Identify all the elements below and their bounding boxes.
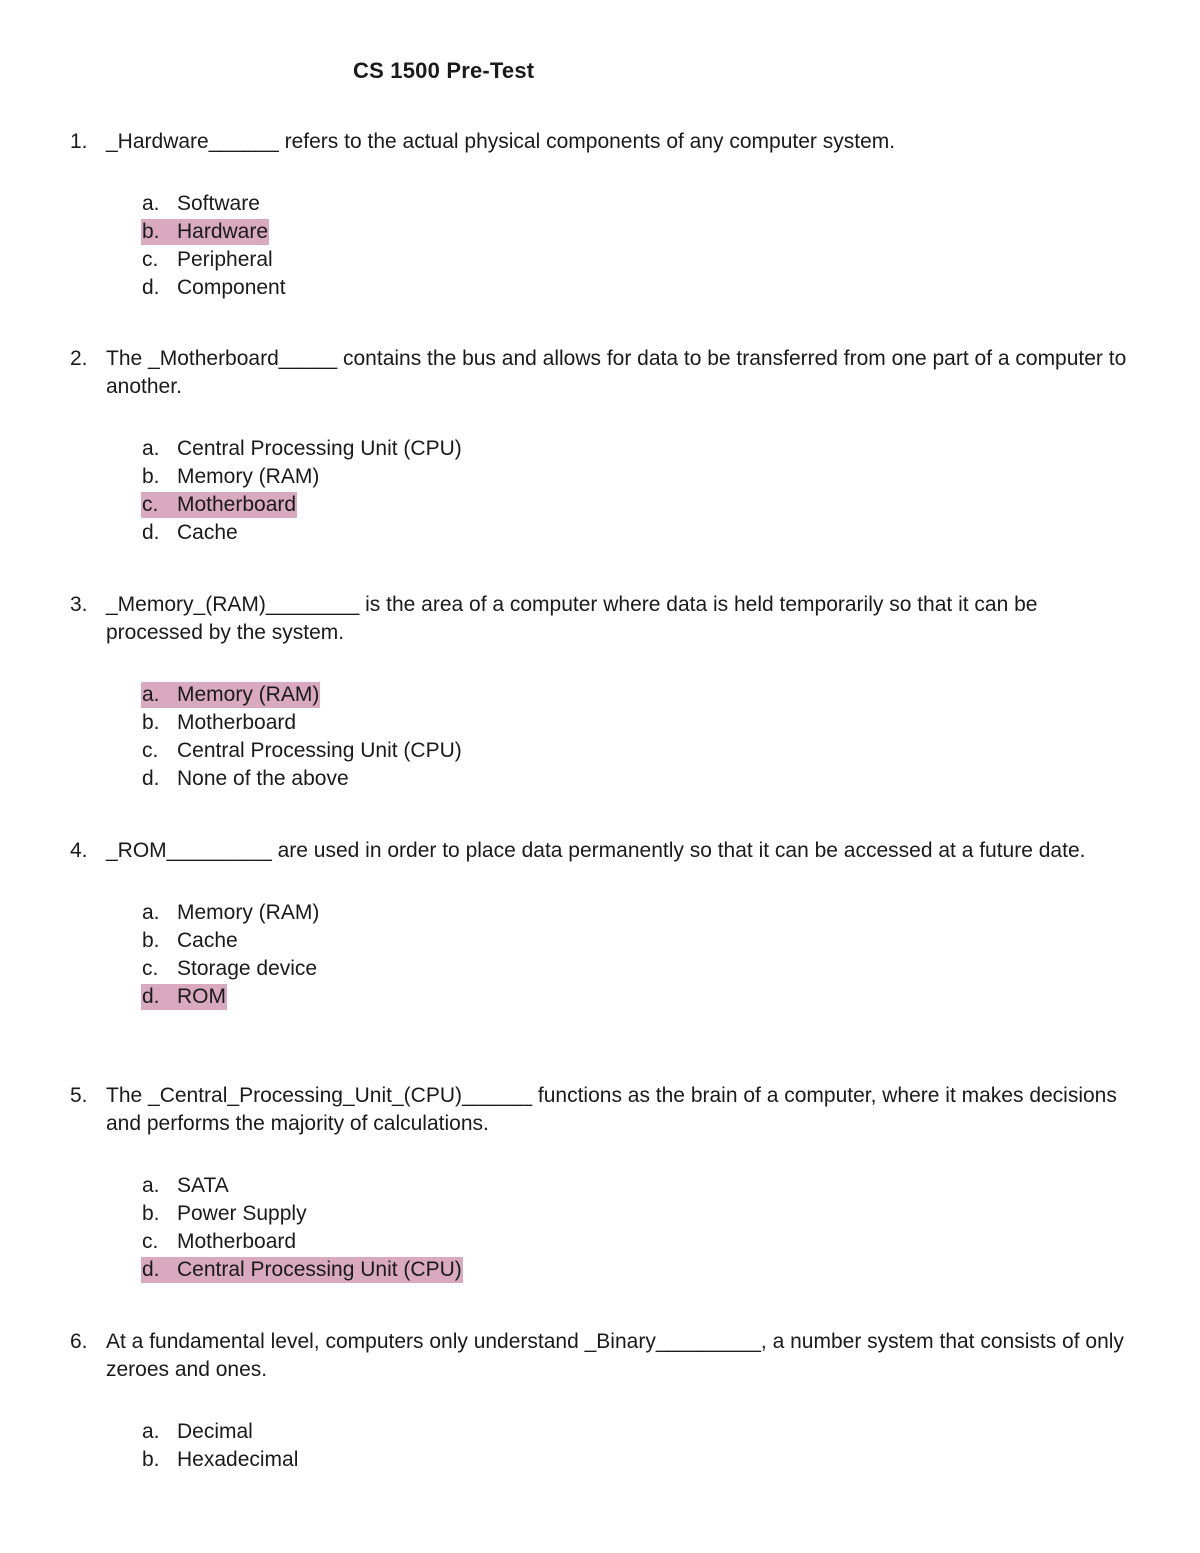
answer-option[interactable] <box>141 765 1130 793</box>
option-text: Peripheral <box>177 248 273 271</box>
option-letter: a. <box>142 1420 160 1443</box>
option-highlight <box>141 956 318 982</box>
answer-option[interactable] <box>141 246 1130 274</box>
option-letter: b. <box>142 1448 160 1471</box>
option-text: SATA <box>177 1174 229 1197</box>
question-3 <box>70 591 1130 793</box>
question-number: 2. <box>70 347 88 370</box>
question-text: _ROM_________ are used in order to place data permanently so that it can be accessed at a future date. <box>106 839 1086 862</box>
page-title: CS 1500 Pre-Test <box>353 58 535 83</box>
option-highlight <box>141 682 320 708</box>
option-text: Motherboard <box>177 1230 297 1253</box>
answer-option[interactable] <box>141 274 1130 302</box>
question-text: _Memory_(RAM)________ is the area of a computer where data is held temporarily so that it can be processed by the system. <box>106 593 1038 644</box>
question-stem <box>70 1328 1130 1384</box>
option-text: Power Supply <box>177 1202 307 1225</box>
option-text: Cache <box>177 521 238 544</box>
option-highlight <box>141 1447 299 1473</box>
question-number: 5. <box>70 1084 88 1107</box>
question-number: 3. <box>70 593 88 616</box>
option-text: Component <box>177 276 286 299</box>
option-text: Motherboard <box>177 711 297 734</box>
option-letter: d. <box>142 767 160 790</box>
answer-options <box>141 681 1130 793</box>
answer-option[interactable] <box>141 955 1130 983</box>
question-4 <box>70 837 1130 1011</box>
option-highlight <box>141 191 261 217</box>
question-1 <box>70 128 1130 302</box>
option-letter: b. <box>142 929 160 952</box>
answer-options <box>141 899 1130 1011</box>
option-highlight <box>141 219 269 245</box>
option-highlight <box>141 1257 463 1283</box>
answer-option[interactable] <box>141 190 1130 218</box>
answer-option[interactable] <box>141 1200 1130 1228</box>
option-highlight <box>141 766 350 792</box>
option-highlight <box>141 275 287 301</box>
option-letter: c. <box>142 739 159 762</box>
option-letter: a. <box>142 192 160 215</box>
question-text: The _Central_Processing_Unit_(CPU)______ functions as the brain of a computer, where it makes decisions and performs the majority of calculations. <box>106 1084 1117 1135</box>
question-2 <box>70 345 1130 547</box>
option-highlight <box>141 738 463 764</box>
option-text: ROM <box>177 985 226 1008</box>
option-letter: a. <box>142 901 160 924</box>
question-stem <box>70 128 1130 156</box>
answer-option-selected[interactable] <box>141 218 1130 246</box>
answer-option-selected[interactable] <box>141 681 1130 709</box>
option-letter: a. <box>142 683 160 706</box>
answer-option[interactable] <box>141 1446 1130 1474</box>
answer-option[interactable] <box>141 1172 1130 1200</box>
question-number: 1. <box>70 130 88 153</box>
option-text: Decimal <box>177 1420 253 1443</box>
option-highlight <box>141 1419 254 1445</box>
answer-option-selected[interactable] <box>141 491 1130 519</box>
option-letter: d. <box>142 276 160 299</box>
option-text: None of the above <box>177 767 349 790</box>
option-text: Memory (RAM) <box>177 465 320 488</box>
question-stem <box>70 1082 1130 1138</box>
option-highlight <box>141 928 239 954</box>
option-text: Memory (RAM) <box>177 901 320 924</box>
answer-option-selected[interactable] <box>141 983 1130 1011</box>
option-letter: a. <box>142 437 160 460</box>
question-text: At a fundamental level, computers only understand _Binary_________, a number system that consists of only zeroes and ones. <box>106 1330 1124 1381</box>
option-text: Software <box>177 192 260 215</box>
question-number: 4. <box>70 839 88 862</box>
answer-option[interactable] <box>141 435 1130 463</box>
option-letter: b. <box>142 1202 160 1225</box>
option-text: Hexadecimal <box>177 1448 299 1471</box>
question-stem <box>70 345 1130 401</box>
option-text: Central Processing Unit (CPU) <box>177 739 462 762</box>
option-highlight <box>141 464 320 490</box>
option-letter: c. <box>142 248 159 271</box>
option-text: Central Processing Unit (CPU) <box>177 1258 462 1281</box>
answer-option[interactable] <box>141 899 1130 927</box>
answer-option[interactable] <box>141 1418 1130 1446</box>
answer-option[interactable] <box>141 737 1130 765</box>
option-text: Hardware <box>177 220 269 243</box>
option-letter: b. <box>142 465 160 488</box>
option-letter: b. <box>142 711 160 734</box>
option-highlight <box>141 984 227 1010</box>
question-stem <box>70 591 1130 647</box>
answer-options <box>141 190 1130 302</box>
answer-option[interactable] <box>141 1228 1130 1256</box>
answer-option-selected[interactable] <box>141 1256 1130 1284</box>
option-highlight <box>141 1201 308 1227</box>
option-highlight <box>141 520 239 546</box>
option-highlight <box>141 492 297 518</box>
answer-option[interactable] <box>141 709 1130 737</box>
option-letter: d. <box>142 985 160 1008</box>
option-text: Cache <box>177 929 238 952</box>
answer-option[interactable] <box>141 927 1130 955</box>
question-text: _Hardware______ refers to the actual physical components of any computer system. <box>106 130 896 153</box>
option-letter: c. <box>142 493 159 516</box>
question-stem <box>70 837 1130 865</box>
answer-option[interactable] <box>141 463 1130 491</box>
answer-options <box>141 435 1130 547</box>
option-text: Motherboard <box>177 493 297 516</box>
question-5 <box>70 1082 1130 1284</box>
option-highlight <box>141 900 320 926</box>
option-highlight <box>141 1173 230 1199</box>
option-letter: c. <box>142 1230 159 1253</box>
option-letter: d. <box>142 1258 160 1281</box>
option-highlight <box>141 247 274 273</box>
option-highlight <box>141 710 297 736</box>
option-letter: a. <box>142 1174 160 1197</box>
answer-option[interactable] <box>141 519 1130 547</box>
answer-options <box>141 1172 1130 1284</box>
option-text: Central Processing Unit (CPU) <box>177 437 462 460</box>
answer-options <box>141 1418 1130 1474</box>
option-letter: c. <box>142 957 159 980</box>
option-text: Memory (RAM) <box>177 683 320 706</box>
question-6 <box>70 1328 1130 1474</box>
question-number: 6. <box>70 1330 88 1353</box>
option-highlight <box>141 1229 297 1255</box>
question-text: The _Motherboard_____ contains the bus and allows for data to be transferred from one part of a computer to another. <box>106 347 1127 398</box>
option-letter: d. <box>142 521 160 544</box>
option-letter: b. <box>142 220 160 243</box>
option-text: Storage device <box>177 957 318 980</box>
option-highlight <box>141 436 463 462</box>
